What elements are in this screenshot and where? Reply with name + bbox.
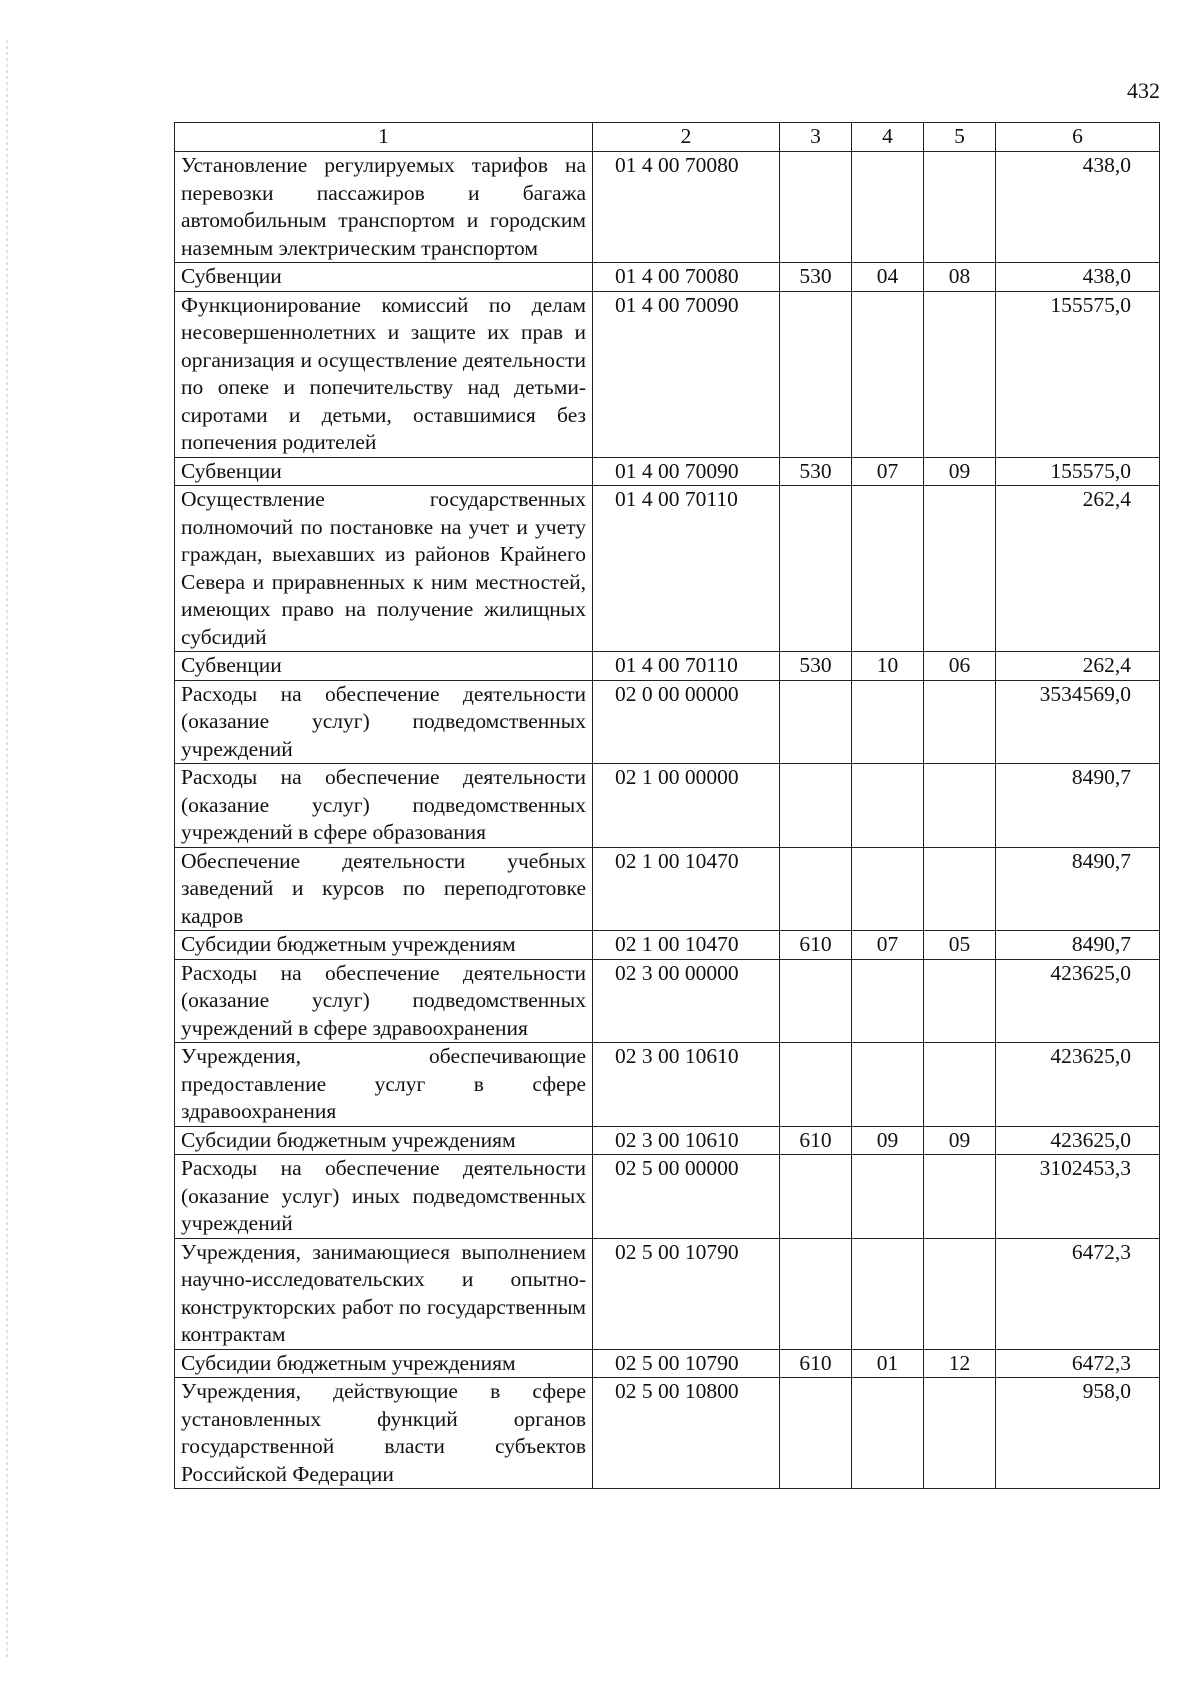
table-row (175, 291, 1160, 457)
row-col5-cell (924, 959, 996, 1043)
table-row (175, 263, 1160, 292)
row-name-cell: Расходы на обеспечение деятельности (оказание услуг) иных подведомственных учреждений (175, 1155, 593, 1239)
row-col5-cell (924, 486, 996, 652)
table-header-row (175, 123, 1160, 152)
table-row (175, 931, 1160, 960)
row-col3-cell (780, 1043, 852, 1127)
row-code-cell: 02 5 00 10790 (593, 1349, 780, 1378)
row-col3-cell (780, 1238, 852, 1349)
row-col4-cell: 09 (852, 1126, 924, 1155)
row-col5-cell: 06 (924, 652, 996, 681)
row-col5-cell: 08 (924, 263, 996, 292)
row-code-cell: 02 1 00 10470 (593, 847, 780, 931)
table-row (175, 1378, 1160, 1489)
row-name-cell: Расходы на обеспечение деятельности (оказание услуг) подведомственных учреждений (175, 680, 593, 764)
row-col4-cell (852, 847, 924, 931)
row-col4-cell (852, 1043, 924, 1127)
row-amount-cell: 423625,0 (996, 1126, 1160, 1155)
row-code-cell: 02 3 00 10610 (593, 1126, 780, 1155)
table-row (175, 959, 1160, 1043)
row-col3-cell: 610 (780, 1126, 852, 1155)
row-col3-cell (780, 959, 852, 1043)
row-name-cell: Осуществление государственных полномочий по постановке на учет и учету граждан, выехавших из районов Крайнего Севера и приравненных к ним местностей, имеющих право на получение жилищных субсидий (175, 486, 593, 652)
row-col4-cell (852, 1378, 924, 1489)
row-col5-cell (924, 1378, 996, 1489)
row-code-cell: 02 1 00 00000 (593, 764, 780, 848)
row-amount-cell: 262,4 (996, 652, 1160, 681)
row-amount-cell: 423625,0 (996, 959, 1160, 1043)
row-col5-cell (924, 680, 996, 764)
row-name-cell: Обеспечение деятельности учебных заведений и курсов по переподготовке кадров (175, 847, 593, 931)
row-name-cell: Установление регулируемых тарифов на перевозки пассажиров и багажа автомобильным транспортом и городским наземным электрическим транспортом (175, 152, 593, 263)
row-col3-cell (780, 1378, 852, 1489)
row-code-cell: 01 4 00 70110 (593, 486, 780, 652)
row-col3-cell: 530 (780, 457, 852, 486)
row-col5-cell: 12 (924, 1349, 996, 1378)
row-col5-cell: 09 (924, 457, 996, 486)
row-col5-cell: 05 (924, 931, 996, 960)
row-amount-cell: 438,0 (996, 263, 1160, 292)
row-amount-cell: 6472,3 (996, 1238, 1160, 1349)
row-amount-cell: 3534569,0 (996, 680, 1160, 764)
row-name-cell: Учреждения, действующие в сфере установленных функций органов государственной власти субъектов Российской Федерации (175, 1378, 593, 1489)
row-code-cell: 02 5 00 10800 (593, 1378, 780, 1489)
row-amount-cell: 423625,0 (996, 1043, 1160, 1127)
row-col4-cell (852, 291, 924, 457)
table-row (175, 652, 1160, 681)
table-row (175, 847, 1160, 931)
row-col3-cell (780, 291, 852, 457)
row-col5-cell (924, 847, 996, 931)
row-col4-cell: 07 (852, 457, 924, 486)
row-name-cell: Расходы на обеспечение деятельности (оказание услуг) подведомственных учреждений в сфере образования (175, 764, 593, 848)
row-name-cell: Учреждения, занимающиеся выполнением научно-исследовательских и опытно-конструкторских работ по государственным контрактам (175, 1238, 593, 1349)
row-col4-cell (852, 1155, 924, 1239)
row-name-cell: Субсидии бюджетным учреждениям (175, 1349, 593, 1378)
row-amount-cell: 8490,7 (996, 764, 1160, 848)
row-col3-cell: 530 (780, 652, 852, 681)
row-code-cell: 02 0 00 00000 (593, 680, 780, 764)
page-number: 432 (1127, 78, 1160, 103)
column-header: 3 (780, 123, 852, 152)
row-col5-cell (924, 1043, 996, 1127)
column-header: 1 (175, 123, 593, 152)
row-name-cell: Расходы на обеспечение деятельности (оказание услуг) подведомственных учреждений в сфере здравоохранения (175, 959, 593, 1043)
row-amount-cell: 6472,3 (996, 1349, 1160, 1378)
row-amount-cell: 155575,0 (996, 457, 1160, 486)
row-name-cell: Субвенции (175, 652, 593, 681)
column-header: 5 (924, 123, 996, 152)
row-code-cell: 01 4 00 70090 (593, 291, 780, 457)
row-col3-cell (780, 152, 852, 263)
row-code-cell: 01 4 00 70080 (593, 263, 780, 292)
row-amount-cell: 8490,7 (996, 847, 1160, 931)
table-row (175, 457, 1160, 486)
table-row (175, 152, 1160, 263)
row-col4-cell (852, 486, 924, 652)
row-col4-cell: 07 (852, 931, 924, 960)
row-col4-cell: 04 (852, 263, 924, 292)
scan-edge-artifact (6, 40, 8, 1660)
row-col3-cell (780, 764, 852, 848)
row-amount-cell: 8490,7 (996, 931, 1160, 960)
table-row (175, 1155, 1160, 1239)
row-col5-cell (924, 1238, 996, 1349)
row-code-cell: 01 4 00 70080 (593, 152, 780, 263)
row-amount-cell: 155575,0 (996, 291, 1160, 457)
column-header: 2 (593, 123, 780, 152)
row-amount-cell: 438,0 (996, 152, 1160, 263)
row-name-cell: Функционирование комиссий по делам несовершеннолетних и защите их прав и организация и осуществление деятельности по опеке и попечительству над детьми-сиротами и детьми, оставшимися без попечения родителей (175, 291, 593, 457)
table-row (175, 764, 1160, 848)
row-col4-cell (852, 1238, 924, 1349)
row-code-cell: 01 4 00 70090 (593, 457, 780, 486)
row-col3-cell (780, 1155, 852, 1239)
row-col3-cell: 610 (780, 1349, 852, 1378)
row-col5-cell (924, 152, 996, 263)
table-row (175, 1043, 1160, 1127)
budget-table (174, 122, 1160, 1489)
table-row (175, 1238, 1160, 1349)
table-row (175, 486, 1160, 652)
row-name-cell: Учреждения, обеспечивающие предоставление услуг в сфере здравоохранения (175, 1043, 593, 1127)
row-col5-cell (924, 764, 996, 848)
row-code-cell: 02 1 00 10470 (593, 931, 780, 960)
table-row (175, 1349, 1160, 1378)
row-col4-cell (852, 764, 924, 848)
row-col4-cell: 10 (852, 652, 924, 681)
row-amount-cell: 262,4 (996, 486, 1160, 652)
row-col5-cell (924, 291, 996, 457)
row-name-cell: Субвенции (175, 263, 593, 292)
table-row (175, 680, 1160, 764)
row-code-cell: 02 3 00 10610 (593, 1043, 780, 1127)
row-col3-cell (780, 680, 852, 764)
row-col3-cell: 530 (780, 263, 852, 292)
row-col4-cell (852, 152, 924, 263)
row-code-cell: 02 3 00 00000 (593, 959, 780, 1043)
row-name-cell: Субсидии бюджетным учреждениям (175, 931, 593, 960)
row-col5-cell (924, 1155, 996, 1239)
row-col3-cell (780, 486, 852, 652)
table-row (175, 1126, 1160, 1155)
row-code-cell: 01 4 00 70110 (593, 652, 780, 681)
column-header: 6 (996, 123, 1160, 152)
row-name-cell: Субвенции (175, 457, 593, 486)
row-code-cell: 02 5 00 10790 (593, 1238, 780, 1349)
column-header: 4 (852, 123, 924, 152)
row-col5-cell: 09 (924, 1126, 996, 1155)
row-amount-cell: 958,0 (996, 1378, 1160, 1489)
row-col4-cell (852, 959, 924, 1043)
row-col3-cell (780, 847, 852, 931)
row-code-cell: 02 5 00 00000 (593, 1155, 780, 1239)
table-body (175, 123, 1160, 1489)
row-col3-cell: 610 (780, 931, 852, 960)
row-amount-cell: 3102453,3 (996, 1155, 1160, 1239)
row-name-cell: Субсидии бюджетным учреждениям (175, 1126, 593, 1155)
row-col4-cell (852, 680, 924, 764)
row-col4-cell: 01 (852, 1349, 924, 1378)
